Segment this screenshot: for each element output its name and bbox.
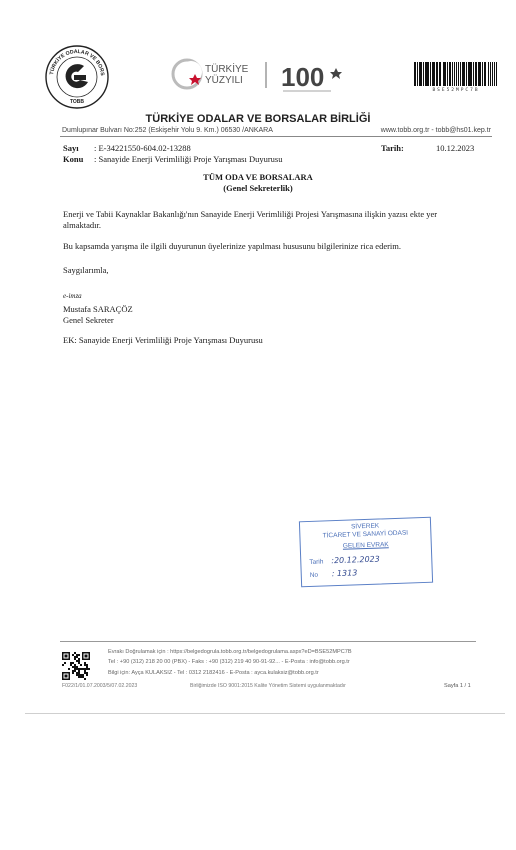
qr-module bbox=[78, 672, 80, 674]
qr-module bbox=[78, 670, 80, 672]
stamp-tarih-value: :20.12.2023 bbox=[331, 554, 380, 566]
svg-text:TÜRKİYE ODALAR VE BORSALAR BİR: TÜRKİYE ODALAR VE BORS bbox=[49, 48, 106, 77]
barcode-bar bbox=[420, 62, 422, 86]
signatory-name: Mustafa SARAÇÖZ bbox=[63, 304, 133, 314]
stamp-no-value: : 1313 bbox=[331, 568, 358, 579]
addressee bbox=[0, 172, 516, 194]
incoming-document-stamp bbox=[299, 517, 433, 588]
qr-module bbox=[74, 664, 76, 666]
barcode-bar bbox=[475, 62, 477, 86]
barcode-bar bbox=[456, 62, 458, 86]
qr-module bbox=[72, 672, 74, 674]
barcode-bar bbox=[460, 62, 461, 86]
barcode-bar bbox=[414, 62, 416, 86]
qr-module bbox=[76, 674, 78, 676]
qr-module bbox=[78, 674, 80, 676]
footer-divider bbox=[60, 641, 476, 642]
e-signature-mark: e-imza bbox=[63, 292, 82, 300]
qr-module bbox=[72, 666, 74, 668]
qr-module bbox=[84, 670, 86, 672]
qr-module bbox=[70, 664, 72, 666]
qr-module bbox=[74, 658, 76, 660]
body-paragraph-1: Enerji ve Tabii Kaynaklar Bakanlığı'nın Sanayide Enerji Verimliliği Projesi Yarışmasına ilişkin yazısı ekte yer almaktadır. bbox=[63, 209, 438, 230]
stamp-line-1: SİVEREK bbox=[350, 522, 380, 531]
qr-module bbox=[76, 656, 78, 658]
qr-module bbox=[72, 654, 74, 656]
barcode-bars bbox=[414, 62, 498, 86]
addressee-line1: TÜM ODA VE BORSALARA bbox=[203, 172, 313, 182]
qr-module bbox=[88, 668, 90, 670]
barcode-bar bbox=[485, 62, 486, 86]
barcode-bar bbox=[488, 62, 490, 86]
qr-module bbox=[78, 668, 80, 670]
footer-iso-note: Birliğimizde ISO 9001:2015 Kalite Yönetim Sistemi uygulanmaktadır bbox=[190, 683, 346, 689]
svg-text:100: 100 bbox=[281, 62, 325, 92]
qr-module bbox=[86, 664, 88, 666]
qr-module bbox=[78, 658, 80, 660]
stamp-tarih-label: Tarih bbox=[309, 558, 324, 566]
qr-module bbox=[74, 666, 76, 668]
barcode-bar bbox=[462, 62, 464, 86]
qr-module bbox=[80, 668, 82, 670]
qr-module bbox=[82, 668, 84, 670]
qr-module bbox=[74, 670, 76, 672]
qr-module bbox=[72, 670, 74, 672]
barcode-bar bbox=[444, 62, 446, 86]
barcode-bar bbox=[426, 62, 429, 86]
barcode-bar bbox=[479, 62, 481, 86]
qr-module bbox=[80, 676, 82, 678]
qr-module bbox=[82, 676, 84, 678]
header-divider bbox=[60, 136, 492, 137]
qr-module bbox=[86, 666, 88, 668]
sayi-label: Sayı bbox=[63, 143, 79, 153]
qr-module bbox=[76, 654, 78, 656]
signatory-title: Genel Sekreter bbox=[63, 315, 114, 325]
sayi-value: : E-34221550-604.02-13288 bbox=[94, 143, 191, 153]
barcode-bar bbox=[440, 62, 441, 86]
qr-module bbox=[78, 660, 80, 662]
footer-contact-line: Tel : +90 (312) 218 20 00 (PBX) - Faks : +90 (312) 219 40 90-91-92... - E-Posta : info@tobb.org.tr bbox=[108, 659, 350, 665]
organization-title: TÜRKİYE ODALAR VE BORSALAR BİRLİĞİ bbox=[145, 113, 371, 125]
qr-module bbox=[82, 674, 84, 676]
footer-form-code: F022/1/01.07.2003/5/07.02.2023 bbox=[62, 683, 138, 689]
barcode-bar bbox=[473, 62, 474, 86]
barcode-bar bbox=[449, 62, 452, 86]
footer-info-line: Bilgi için: Ayça KULAKSIZ - Tel : 0312 2182416 - E-Posta : ayca.kulaksiz@tobb.org.tr bbox=[108, 670, 319, 676]
qr-module bbox=[76, 666, 78, 668]
qr-module bbox=[74, 652, 76, 654]
footer-page-number: Sayfa 1 / 1 bbox=[444, 683, 471, 689]
document-barcode bbox=[414, 62, 498, 96]
addressee-line2: (Genel Sekreterlik) bbox=[223, 183, 293, 193]
qr-module bbox=[78, 662, 80, 664]
qr-module bbox=[84, 664, 86, 666]
svg-text:TOBB: TOBB bbox=[69, 99, 85, 105]
page-bottom-rule bbox=[25, 713, 505, 714]
qr-module bbox=[84, 668, 86, 670]
barcode-code: BSE52MPC7B bbox=[432, 88, 480, 93]
qr-module bbox=[74, 656, 76, 658]
barcode-bar bbox=[468, 62, 471, 86]
barcode-bar bbox=[466, 62, 467, 86]
konu-value: : Sanayide Enerji Verimliliği Proje Yarışması Duyurusu bbox=[94, 154, 283, 164]
barcode-bar bbox=[494, 62, 496, 86]
closing-text: Saygılarımla, bbox=[63, 265, 109, 275]
tarih-value: 10.12.2023 bbox=[436, 143, 475, 153]
stamp-line-3: GELEN EVRAK bbox=[342, 541, 389, 550]
qr-module bbox=[68, 668, 70, 670]
qr-module bbox=[84, 672, 86, 674]
tobb-seal-logo bbox=[44, 44, 110, 110]
qr-module bbox=[86, 672, 88, 674]
barcode-bar bbox=[492, 62, 493, 86]
qr-module bbox=[78, 654, 80, 656]
qr-code-icon bbox=[61, 651, 91, 681]
qr-module bbox=[64, 662, 66, 664]
attachment-line: EK: Sanayide Enerji Verimliliği Proje Yarışması Duyurusu bbox=[63, 335, 263, 345]
qr-module bbox=[62, 664, 64, 666]
qr-module bbox=[80, 664, 82, 666]
organization-web-email: www.tobb.org.tr - tobb@hs01.kep.tr bbox=[380, 127, 491, 134]
qr-module bbox=[78, 676, 80, 678]
qr-module bbox=[76, 668, 78, 670]
body-paragraph-2: Bu kapsamda yarışma ile ilgili duyurunun üyelerinize yapılması hususunu bilgilerinize rica ederim. bbox=[63, 241, 402, 251]
stamp-line-2: TİCARET VE SANAYİ ODASI bbox=[322, 529, 409, 540]
qr-module bbox=[70, 662, 72, 664]
qr-module bbox=[72, 662, 74, 664]
qr-module bbox=[84, 662, 86, 664]
organization-address: Dumlupınar Bulvarı No:252 (Eskişehir Yolu 9. Km.) 06530 /ANKARA bbox=[62, 127, 273, 134]
barcode-bar bbox=[454, 62, 455, 86]
barcode-bar bbox=[496, 62, 497, 86]
turkiye-yuzyili-logo bbox=[165, 50, 355, 100]
barcode-bar bbox=[436, 62, 438, 86]
qr-module bbox=[86, 668, 88, 670]
konu-label: Konu bbox=[63, 154, 84, 164]
qr-module bbox=[76, 660, 78, 662]
qr-module bbox=[86, 674, 88, 676]
qr-module bbox=[84, 678, 86, 680]
barcode-bar bbox=[433, 62, 435, 86]
tarih-label: Tarih: bbox=[381, 143, 404, 153]
qr-module bbox=[74, 668, 76, 670]
qr-module bbox=[76, 672, 78, 674]
footer-verify-line: Evrakı Doğrulamak için : https://belgedogrula.tobb.org.tr/belgedogrulama.aspx?eD=BSE52MPC7B bbox=[108, 649, 352, 655]
stamp-no-label: No bbox=[309, 571, 319, 579]
barcode-bar bbox=[447, 62, 448, 86]
svg-text:YÜZYILI: YÜZYILI bbox=[205, 75, 243, 86]
qr-module bbox=[80, 674, 82, 676]
svg-text:TÜRKİYE: TÜRKİYE bbox=[205, 64, 249, 75]
